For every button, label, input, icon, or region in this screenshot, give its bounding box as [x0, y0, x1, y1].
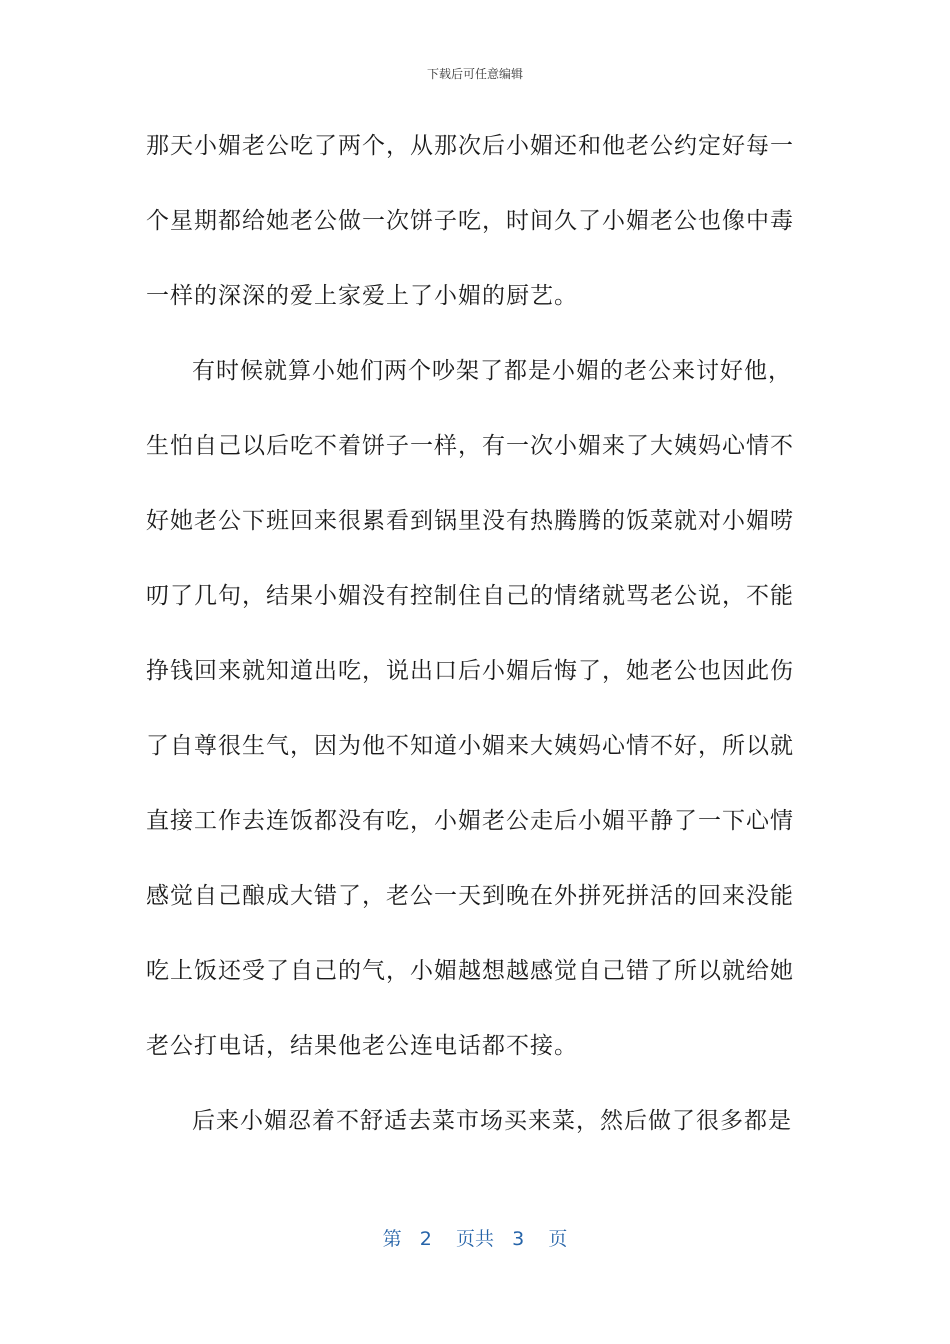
footer-middle: 页共: [455, 1228, 494, 1250]
text-line: 有时候就算小她们两个吵架了都是小媚的老公来讨好他，: [192, 358, 792, 384]
footer-current-page: 2: [419, 1228, 432, 1250]
text-line: 个星期都给她老公做一次饼子吃，时间久了小媚老公也像中毒: [146, 208, 794, 234]
text-line: 好她老公下班回来很累看到锅里没有热腾腾的饭菜就对小媚唠: [146, 508, 794, 534]
text-line: 后来小媚忍着不舒适去菜市场买来菜，然后做了很多都是: [192, 1108, 792, 1134]
document-body: [146, 122, 794, 1172]
text-line: 生怕自己以后吃不着饼子一样，有一次小媚来了大姨妈心情不: [146, 433, 794, 459]
text-line: 那天小媚老公吃了两个，从那次后小媚还和他老公约定好每一: [146, 133, 794, 159]
page-number-footer: [0, 1226, 950, 1252]
text-line: 吃上饭还受了自己的气，小媚越想越感觉自己错了所以就给她: [146, 958, 794, 984]
text-line: 了自尊很生气，因为他不知道小媚来大姨妈心情不好，所以就: [146, 733, 794, 759]
footer-suffix: 页: [548, 1228, 568, 1250]
text-line: 感觉自己酿成大错了，老公一天到晚在外拼死拼活的回来没能: [146, 883, 794, 909]
footer-total-pages: 3: [512, 1228, 525, 1250]
text-line: 一样的深深的爱上家爱上了小媚的厨艺。: [146, 283, 578, 309]
footer-prefix: 第: [382, 1228, 402, 1250]
text-line: 老公打电话，结果他老公连电话都不接。: [146, 1033, 578, 1059]
page-header-note: 下载后可任意编辑: [426, 67, 523, 81]
text-line: 直接工作去连饭都没有吃，小媚老公走后小媚平静了一下心情: [146, 808, 794, 834]
text-line: 挣钱回来就知道出吃，说出口后小媚后悔了，她老公也因此伤: [146, 658, 794, 684]
text-line: 叨了几句，结果小媚没有控制住自己的情绪就骂老公说，不能: [146, 583, 794, 609]
